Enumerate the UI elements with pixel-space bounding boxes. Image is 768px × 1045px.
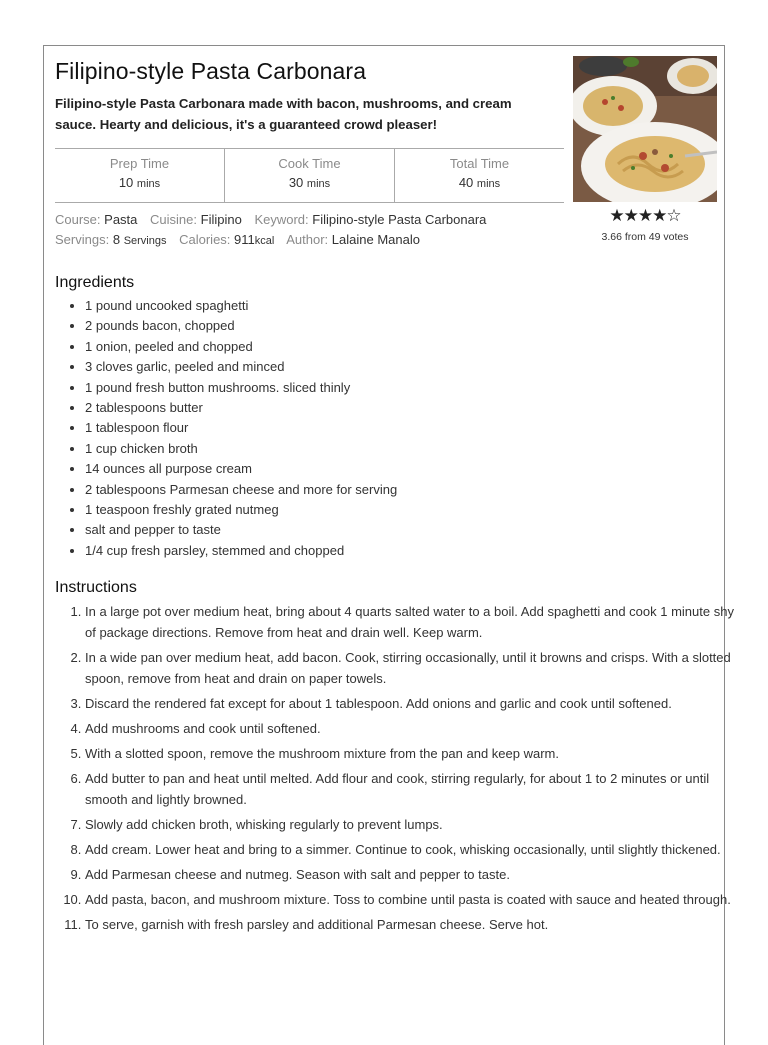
prep-time-value: 10 [118, 175, 134, 190]
ingredient-item: • 1 tablespoon flour [85, 418, 397, 438]
ingredient-item: • 3 cloves garlic, peeled and minced [85, 357, 397, 377]
servings-label: Servings: [55, 232, 110, 247]
cook-time-label: Cook Time [278, 156, 341, 171]
servings-value[interactable]: 8 [112, 232, 121, 247]
prep-time [55, 149, 224, 202]
ingredient-item: • 2 tablespoons Parmesan cheese and more for serving [85, 480, 397, 500]
calories-unit: kcal [254, 235, 275, 247]
ingredient-item: • 1 pound fresh button mushrooms. sliced thinly [85, 378, 397, 398]
ingredient-item: • 1 cup chicken broth [85, 439, 397, 459]
calories-value: 911 [234, 232, 255, 247]
ingredient-item: • salt and pepper to taste [85, 520, 397, 540]
instructions-heading: Instructions [55, 579, 137, 596]
instruction-step: 4. Add mushrooms and cook until softened. [85, 718, 747, 739]
ingredient-item: • 1 teaspoon freshly grated nutmeg [85, 500, 397, 520]
keyword-value: Filipino-style Pasta Carbonara [312, 212, 487, 227]
cook-time-unit: mins [306, 178, 331, 190]
instruction-step: 6. Add butter to pan and heat until melted. Add flour and cook, stirring regularly, for about 1 to 2 minutes or until smooth and lightly browned. [85, 768, 747, 810]
keyword-label: Keyword: [254, 212, 309, 227]
prep-time-label: Prep Time [109, 156, 170, 171]
course-value[interactable]: Pasta [104, 212, 138, 227]
recipe-photo[interactable] [573, 56, 717, 202]
cuisine-label: Cuisine: [150, 212, 197, 227]
total-time [394, 149, 564, 202]
rating-stars[interactable]: ★★★★☆ [609, 206, 681, 225]
recipe-meta-row-1 [55, 212, 486, 227]
instruction-step: 8. Add cream. Lower heat and bring to a simmer. Continue to cook, whisking occasionally, until slightly thickened. [85, 839, 747, 860]
ingredient-item: • 1 pound uncooked spaghetti [85, 296, 397, 316]
total-time-value: 40 [458, 175, 474, 190]
rating-votes: 3.66 from 49 votes [601, 231, 689, 243]
course-label: Course: [55, 212, 101, 227]
cook-time-value: 30 [288, 175, 304, 190]
ingredient-item: • 14 ounces all purpose cream [85, 459, 397, 479]
instruction-step: 9. Add Parmesan cheese and nutmeg. Season with salt and pepper to taste. [85, 864, 747, 885]
ingredient-item: • 2 tablespoons butter [85, 398, 397, 418]
instruction-step: 7. Slowly add chicken broth, whisking regularly to prevent lumps. [85, 814, 747, 835]
servings-unit: Servings [123, 235, 167, 247]
ingredient-item: • 1 onion, peeled and chopped [85, 337, 397, 357]
ingredients-list [54, 296, 397, 561]
ingredient-item: • 1/4 cup fresh parsley, stemmed and chopped [85, 541, 397, 561]
ingredients-heading: Ingredients [55, 274, 135, 291]
instruction-step: 1. In a large pot over medium heat, bring about 4 quarts salted water to a boil. Add spaghetti and cook 1 minute shy of package directions. Remove from heat and drain well. Keep warm. [85, 601, 747, 643]
total-time-unit: mins [476, 178, 501, 190]
pasta-plate-image [573, 56, 717, 202]
instruction-step: 11. To serve, garnish with fresh parsley and additional Parmesan cheese. Serve hot. [85, 914, 747, 935]
cuisine-value[interactable]: Filipino [200, 212, 242, 227]
calories-label: Calories: [179, 232, 231, 247]
recipe-title: Filipino-style Pasta Carbonara [55, 58, 367, 84]
author-value: Lalaine Manalo [331, 232, 420, 247]
instruction-step: 2. In a wide pan over medium heat, add bacon. Cook, stirring occasionally, until it browns and crisps. With a slotted spoon, remove from heat and drain on paper towels. [85, 647, 747, 689]
author-label: Author: [286, 232, 329, 247]
instructions-list [54, 601, 747, 939]
recipe-card [43, 45, 734, 1045]
instruction-step: 5. With a slotted spoon, remove the mushroom mixture from the pan and keep warm. [85, 743, 747, 764]
recipe-meta-row-2 [55, 232, 420, 247]
cook-time [224, 149, 394, 202]
ingredient-item: • 2 pounds bacon, chopped [85, 316, 397, 336]
recipe-times [55, 148, 564, 203]
instruction-step: 10. Add pasta, bacon, and mushroom mixture. Toss to combine until pasta is coated with sauce and heated through. [85, 889, 747, 910]
instruction-step: 3. Discard the rendered fat except for about 1 tablespoon. Add onions and garlic and cook until softened. [85, 693, 747, 714]
total-time-label: Total Time [449, 156, 510, 171]
recipe-summary: Filipino-style Pasta Carbonara made with bacon, mushrooms, and cream sauce. Hearty and delicious, it's a guaranteed crowd pleaser! [55, 96, 512, 132]
prep-time-unit: mins [136, 178, 161, 190]
